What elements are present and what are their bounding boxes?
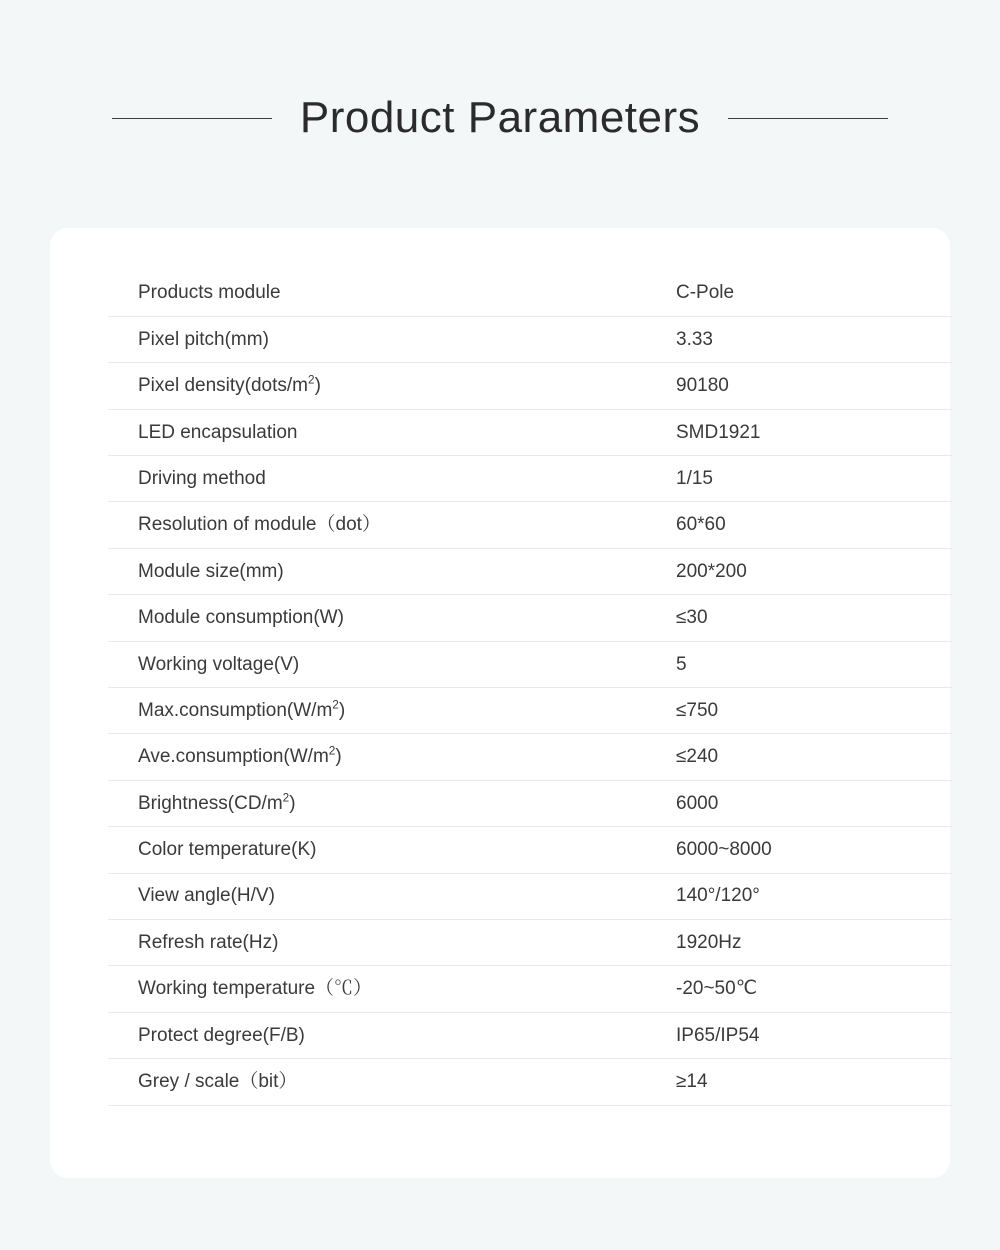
table-row — [108, 734, 952, 780]
spec-value: 6000 — [648, 780, 952, 826]
page-title: Product Parameters — [299, 93, 701, 142]
spec-value: ≤750 — [648, 688, 952, 734]
spec-key: $Ave.consumption(W/m^2)$ — [108, 734, 648, 780]
spec-value: SMD1921 — [648, 409, 952, 455]
table-row — [108, 548, 952, 594]
spec-card — [50, 228, 950, 1178]
spec-table-body — [108, 270, 952, 1105]
spec-table — [108, 270, 952, 1106]
spec-key: Working temperature（℃） — [108, 966, 648, 1012]
table-row — [108, 316, 952, 362]
table-row — [108, 502, 952, 548]
table-row — [108, 873, 952, 919]
spec-key: View angle(H/V) — [108, 873, 648, 919]
table-row — [108, 688, 952, 734]
spec-value: ≤30 — [648, 595, 952, 641]
spec-key: Protect degree(F/B) — [108, 1012, 648, 1058]
spec-value: -20~50℃ — [648, 966, 952, 1012]
table-row — [108, 409, 952, 455]
table-row — [108, 363, 952, 409]
table-row — [108, 919, 952, 965]
spec-value: IP65/IP54 — [648, 1012, 952, 1058]
page-title-row — [0, 92, 1000, 145]
spec-value: ≥14 — [648, 1059, 952, 1105]
table-row — [108, 456, 952, 502]
title-rule-right — [728, 118, 888, 119]
spec-key: Module consumption(W) — [108, 595, 648, 641]
spec-value: 5 — [648, 641, 952, 687]
spec-value: 1920Hz — [648, 919, 952, 965]
spec-key: Module size(mm) — [108, 548, 648, 594]
spec-key: Pixel pitch(mm) — [108, 316, 648, 362]
spec-key: Resolution of module（dot） — [108, 502, 648, 548]
spec-value: 3.33 — [648, 316, 952, 362]
spec-key: $Brightness(CD/m^2)$ — [108, 780, 648, 826]
table-row — [108, 595, 952, 641]
spec-key: $Max.consumption(W/m^2)$ — [108, 688, 648, 734]
table-row — [108, 641, 952, 687]
spec-key: Working voltage(V) — [108, 641, 648, 687]
table-row — [108, 1059, 952, 1105]
spec-value: C-Pole — [648, 270, 952, 316]
table-row — [108, 270, 952, 316]
spec-value: ≤240 — [648, 734, 952, 780]
table-row — [108, 827, 952, 873]
table-row — [108, 966, 952, 1012]
spec-key: LED encapsulation — [108, 409, 648, 455]
spec-key: Color temperature(K) — [108, 827, 648, 873]
spec-key: Refresh rate(Hz) — [108, 919, 648, 965]
table-row — [108, 780, 952, 826]
spec-key: Driving method — [108, 456, 648, 502]
spec-value: 6000~8000 — [648, 827, 952, 873]
spec-value: 140°/120° — [648, 873, 952, 919]
spec-key: Products module — [108, 270, 648, 316]
spec-value: 200*200 — [648, 548, 952, 594]
spec-key: Grey / scale（bit） — [108, 1059, 648, 1105]
spec-value: 90180 — [648, 363, 952, 409]
spec-key: Pixel $density(dots/m^2)$ — [108, 363, 648, 409]
table-row — [108, 1012, 952, 1058]
spec-value: 1/15 — [648, 456, 952, 502]
title-rule-left — [112, 118, 272, 119]
spec-value: 60*60 — [648, 502, 952, 548]
